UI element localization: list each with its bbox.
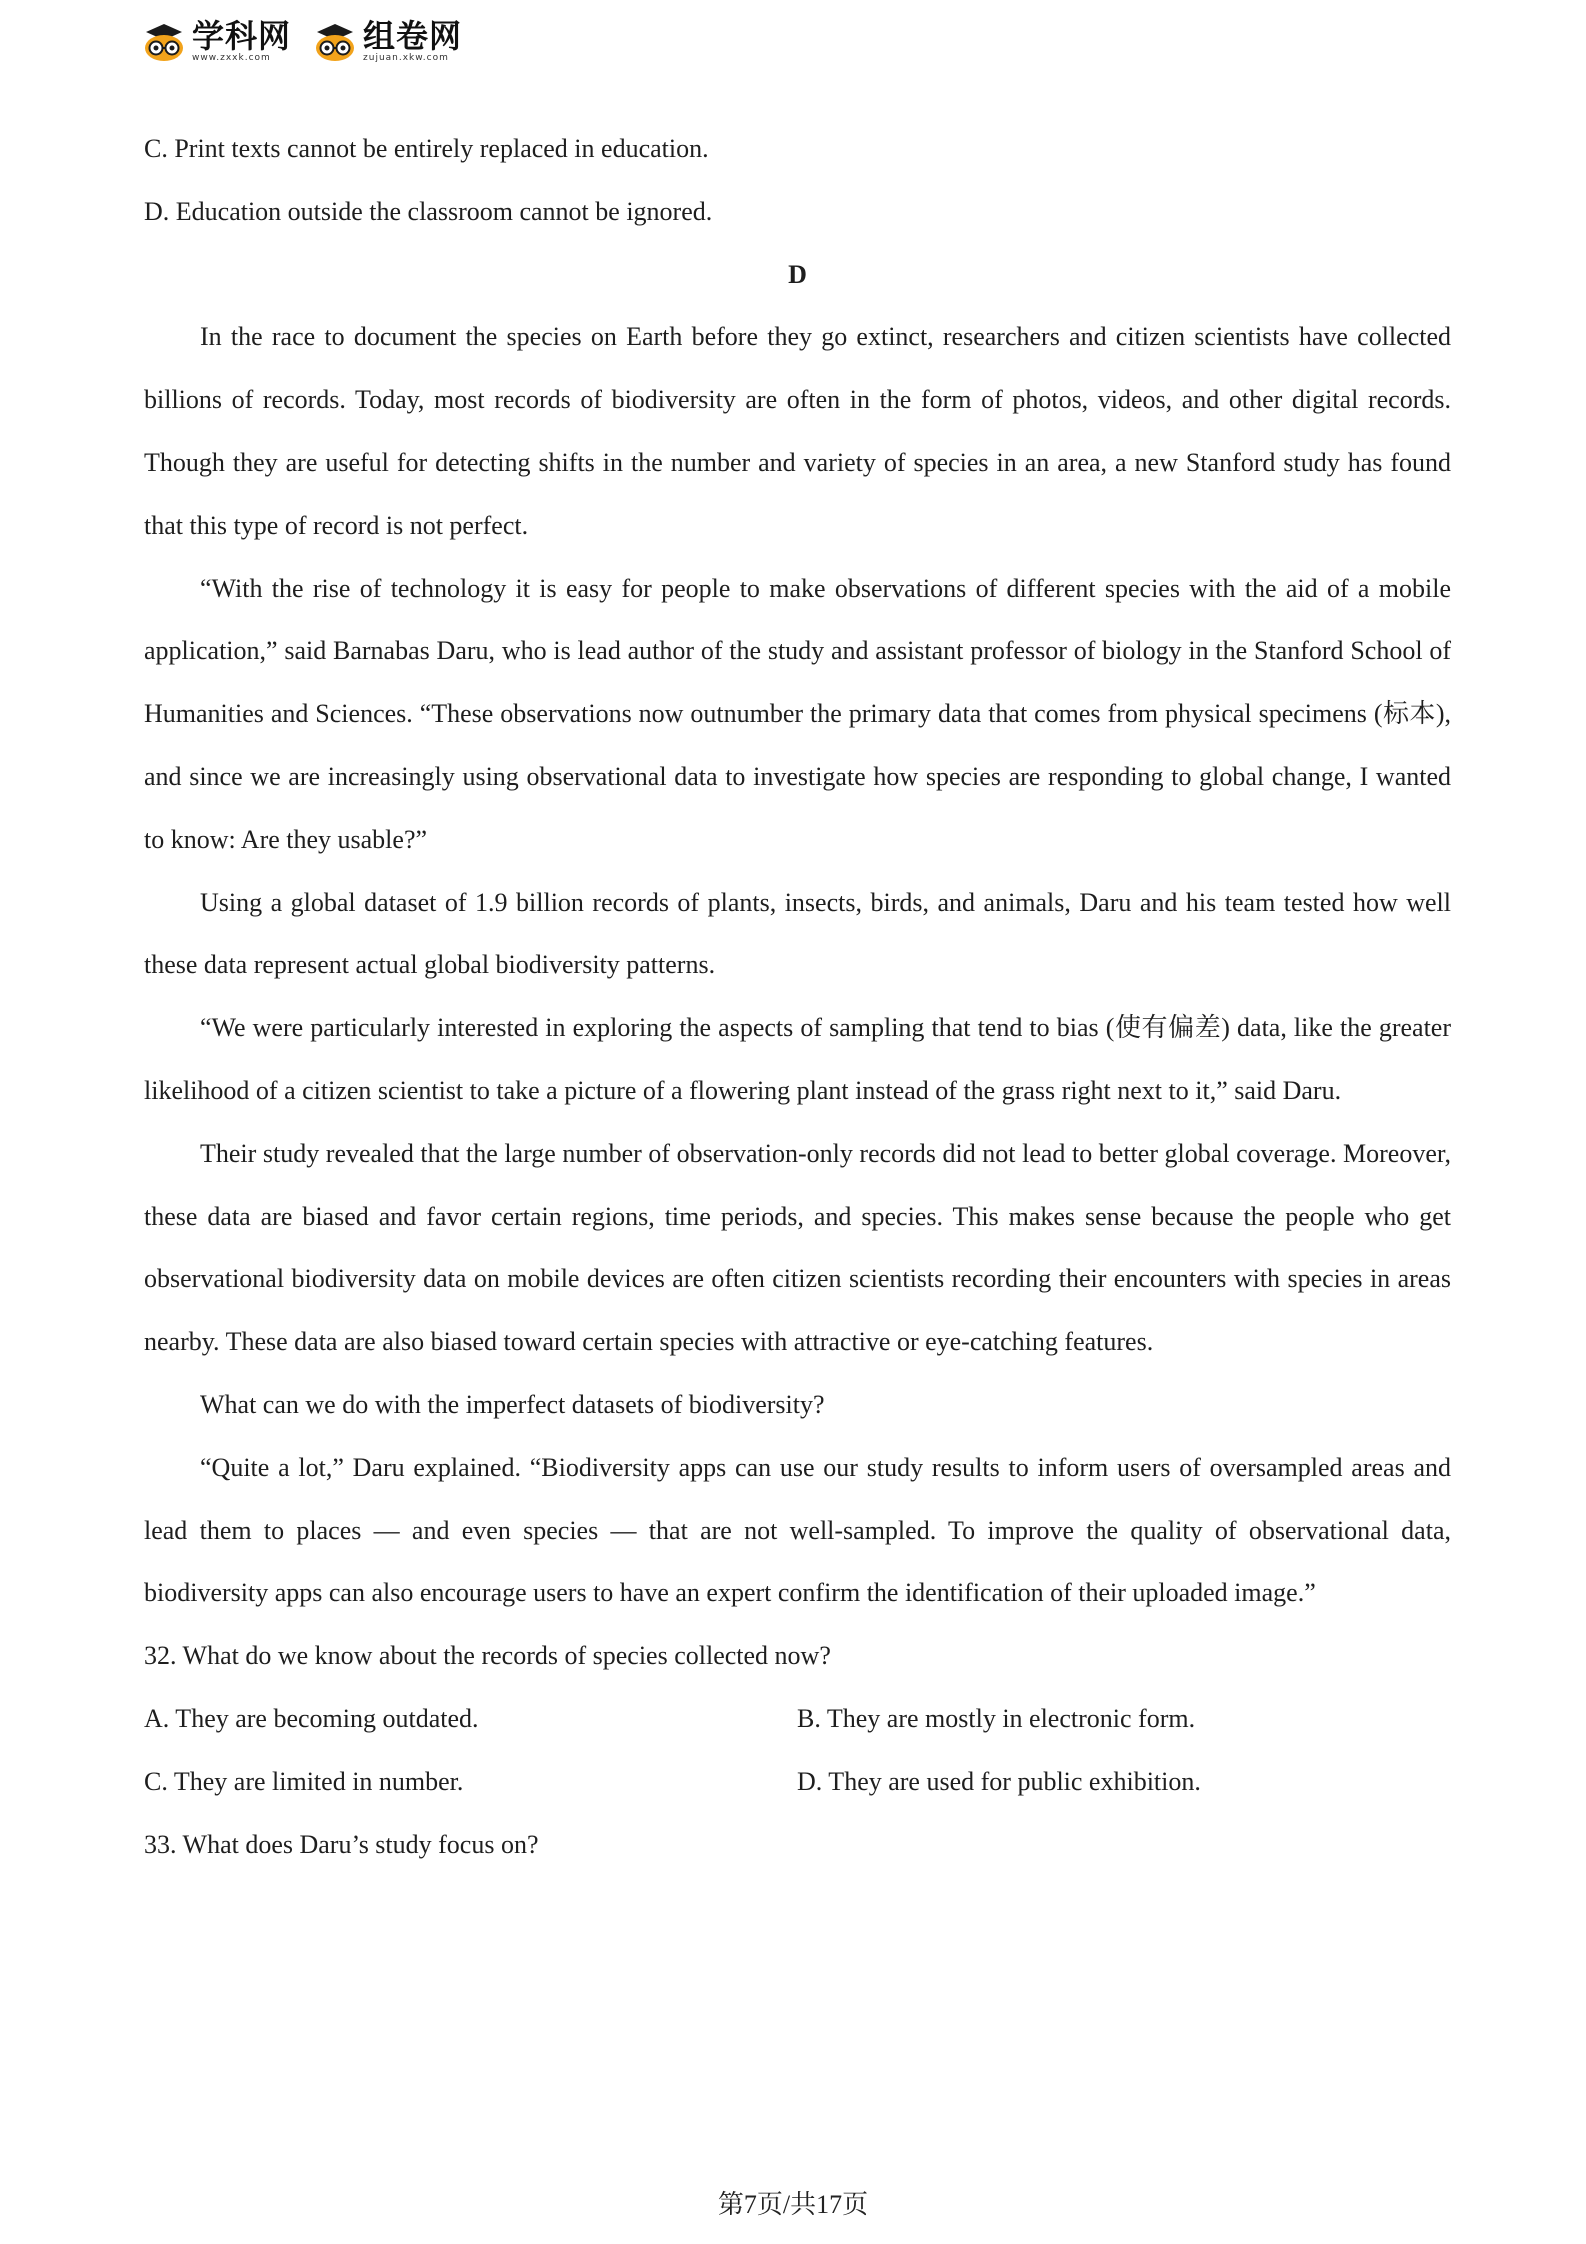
owl-logo-icon xyxy=(313,22,357,62)
passage-paragraph: “We were particularly interested in exploring the aspects of sampling that tend to bias (使有偏差) data, like the greater likelihood of a citizen scientist to take a picture of a flowering plant instead of the grass right next to it,” said Daru. xyxy=(144,1013,1451,1105)
brand-url: www.zxxk.com xyxy=(192,53,271,63)
passage-paragraph: In the race to document the species on Earth before they go extinct, researchers and citizen scientists have collected billions of records. Today, most records of biodiversity are often in the form of photos, videos, and other digital records. Though they are useful for detecting shifts in the number and variety of species in an area, a new Stanford study has found that this type of record is not perfect. xyxy=(144,322,1451,540)
passage-paragraph: “With the rise of technology it is easy for people to make observations of different species with the aid of a mobile application,” said Barnabas Daru, who is lead author of the study and assistant professor of biology in the Stanford School of Humanities and Sciences. “These observations now outnumber the primary data that comes from physical specimens (标本), and since we are increasingly using observational data to investigate how species are responding to global change, I wanted to know: Are they usable?” xyxy=(144,573,1451,854)
question-32-option-b: B. They are mostly in electronic form. xyxy=(797,1703,1196,1733)
question-32-stem: 32. What do we know about the records of species collected now? xyxy=(144,1641,831,1671)
question-32-option-d: D. They are used for public exhibition. xyxy=(797,1766,1201,1796)
question-32-options-row xyxy=(144,1751,1451,1814)
passage-title: D xyxy=(788,259,807,289)
previous-option-c: C. Print texts cannot be entirely replaced in education. xyxy=(144,134,709,163)
owl-logo-icon xyxy=(142,22,186,62)
passage-paragraph: What can we do with the imperfect datasets of biodiversity? xyxy=(200,1389,825,1419)
question-32-option-c: C. They are limited in number. xyxy=(144,1766,464,1796)
brand-name: 组卷网 xyxy=(363,17,463,55)
previous-option-d: D. Education outside the classroom cannot be ignored. xyxy=(144,196,713,226)
brand-name: 学科网 xyxy=(192,17,292,55)
passage-paragraph: Using a global dataset of 1.9 billion records of plants, insects, birds, and animals, Daru and his team tested how well these data represent actual global biodiversity patterns. xyxy=(144,887,1451,980)
question-32-options-row xyxy=(144,1688,1451,1751)
question-32-option-a: A. They are becoming outdated. xyxy=(144,1703,479,1733)
brand-url: zujuan.xkw.com xyxy=(363,53,449,63)
brand-xuekewang xyxy=(142,17,292,63)
page-number: 第7页/共17页 xyxy=(717,2190,869,2219)
question-33-stem: 33. What does Daru’s study focus on? xyxy=(144,1829,539,1859)
page-header xyxy=(142,17,463,63)
brand-zujuanwang xyxy=(313,17,463,63)
passage-paragraph: “Quite a lot,” Daru explained. “Biodiversity apps can use our study results to inform users of oversampled areas and lead them to places — and even species — that are not well-sampled. To improve the quality of observational data, biodiversity apps can also encourage users to have an expert confirm the identification of their uploaded image.” xyxy=(144,1452,1451,1608)
passage-paragraph: Their study revealed that the large number of observation-only records did not lead to better global coverage. Moreover, these data are biased and favor certain regions, time periods, and species. This makes sense because the people who get observational biodiversity data on mobile devices are often citizen scientists recording their encounters with species in areas nearby. These data are also biased toward certain species with attractive or eye-catching features. xyxy=(144,1138,1451,1357)
document-body xyxy=(144,118,1451,1876)
